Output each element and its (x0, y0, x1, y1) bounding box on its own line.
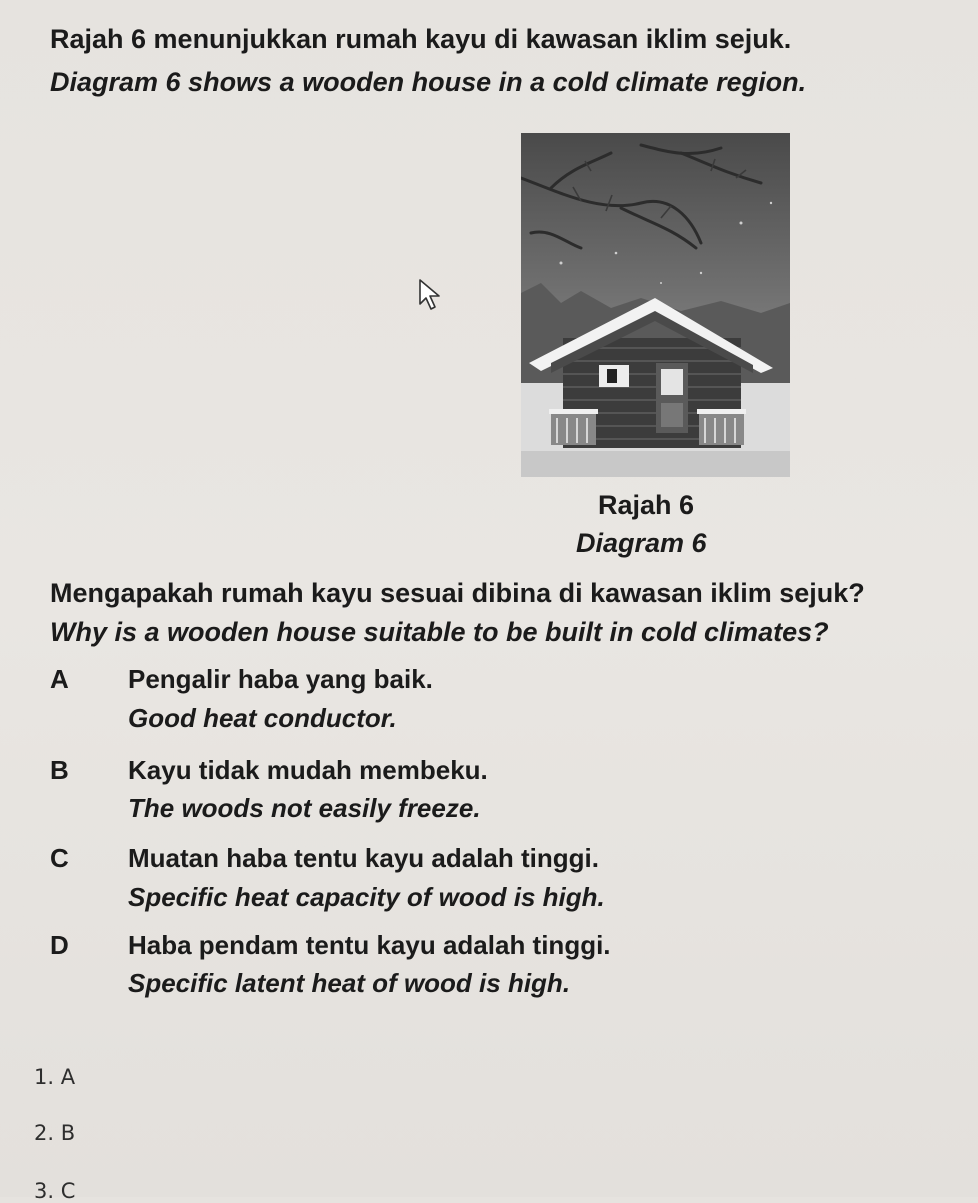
option-d-english: Specific latent heat of wood is high. (128, 968, 571, 998)
figure-caption-english: Diagram 6 (576, 528, 707, 558)
log-cabin-illustration (521, 133, 790, 477)
option-b-letter: B (50, 755, 69, 785)
answer-item[interactable]: 3. C (34, 1179, 76, 1203)
question-english: Why is a wooden house suitable to be built in cold climates? (50, 617, 829, 647)
option-a-english: Good heat conductor. (128, 703, 397, 733)
option-a-malay: Pengalir haba yang baik. (128, 664, 433, 694)
figure-caption-malay: Rajah 6 (598, 490, 695, 520)
option-b-malay: Kayu tidak mudah membeku. (128, 755, 488, 785)
answer-item[interactable]: 2. B (34, 1121, 76, 1145)
arrow-cursor-icon (418, 278, 444, 312)
option-a-letter: A (50, 664, 69, 694)
option-d-malay: Haba pendam tentu kayu adalah tinggi. (128, 930, 611, 960)
option-c-english: Specific heat capacity of wood is high. (128, 882, 605, 912)
option-c-malay: Muatan haba tentu kayu adalah tinggi. (128, 843, 599, 873)
option-c-letter: C (50, 843, 69, 873)
intro-malay: Rajah 6 menunjukkan rumah kayu di kawasan iklim sejuk. (50, 24, 792, 54)
answer-item[interactable]: 1. A (34, 1065, 76, 1089)
intro-english: Diagram 6 shows a wooden house in a cold climate region. (50, 67, 807, 97)
diagram-image (521, 133, 790, 477)
option-b-english: The woods not easily freeze. (128, 793, 481, 823)
option-d-letter: D (50, 930, 69, 960)
question-malay: Mengapakah rumah kayu sesuai dibina di kawasan iklim sejuk? (50, 578, 865, 608)
